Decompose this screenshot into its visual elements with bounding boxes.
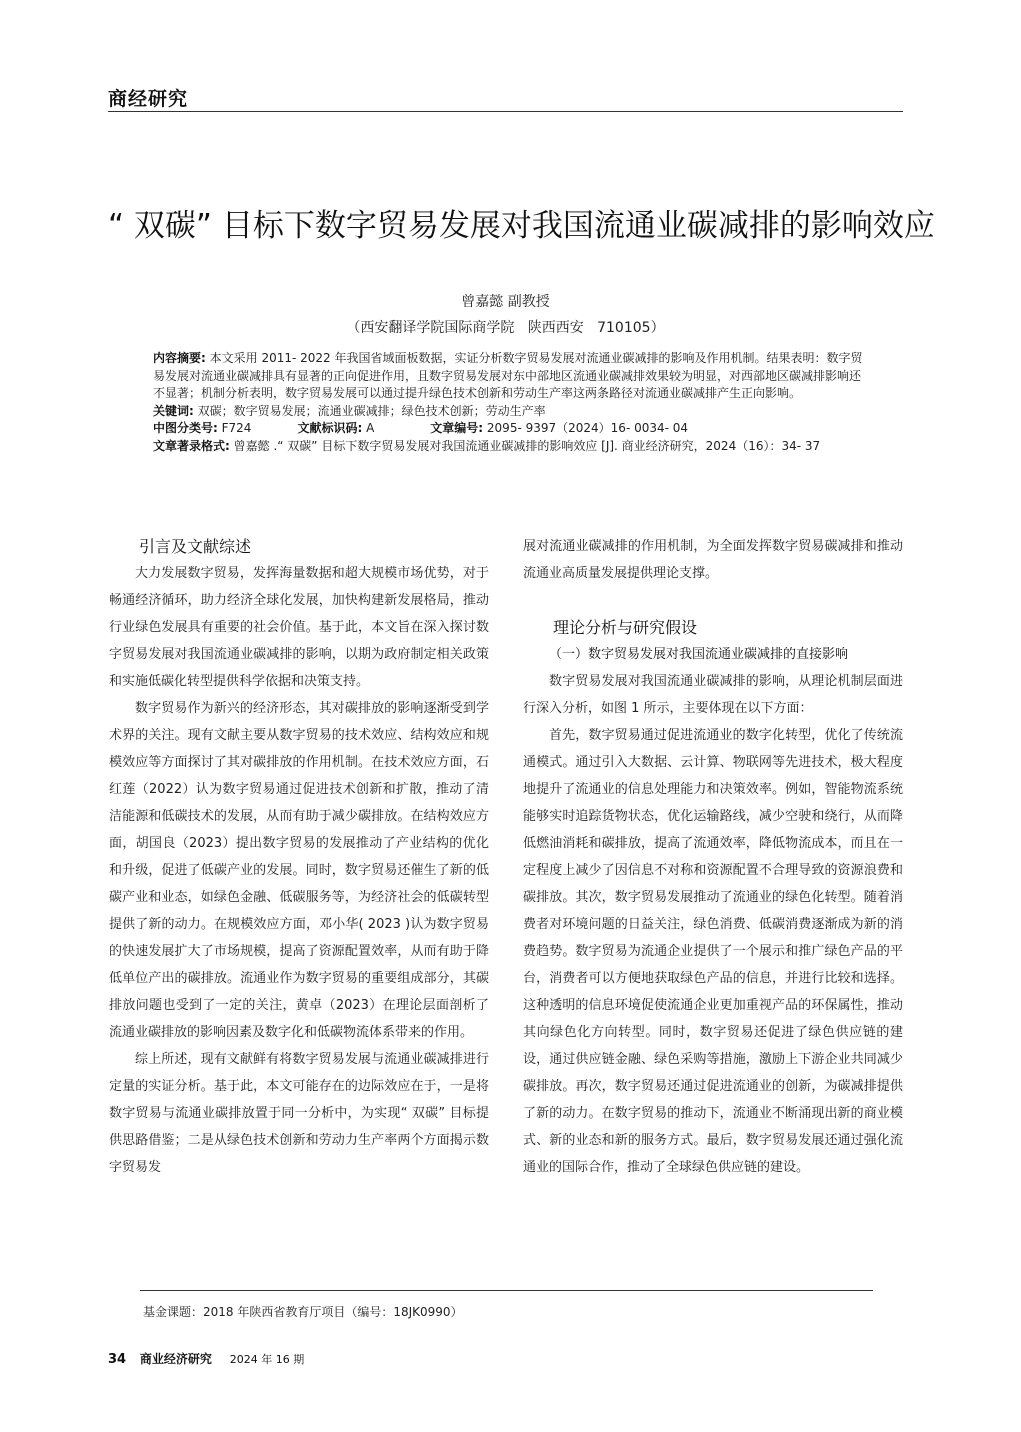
article-title: “ 双碳” 目标下数字贸易发展对我国流通业碳减排的影响效应 [108,208,935,244]
body-column-right [523,533,903,1181]
header-rule [108,111,903,112]
articleno-value: 2095- 9397（2024）16- 0034- 04 [483,421,689,435]
paragraph: 数字贸易作为新兴的经济形态，其对碳排放的影响逐渐受到学术界的关注。现有文献主要从数字贸易的技术效应、结构效应和规模效应等方面探讨了其对碳排放的作用机制。在技术效应方面，石红莲（2022）认为数字贸易通过促进技术创新和扩散，推动了清洁能源和低碳技术的发展，从而有助于减少碳排放。在结构效应方面，胡国良（2023）提出数字贸易的发展推动了产业结构的优化和升级，促进了低碳产业的发展。同时，数字贸易还催生了新的低碳产业和业态，如绿色金融、低碳服务等，为经济社会的低碳转型提供了新的动力。在规模效应方面，邓小华( 2023 )认为数字贸易的快速发展扩大了市场规模，提高了资源配置效率，从而有助于降低单位产出的碳排放。流通业作为数字贸易的重要组成部分，其碳排放问题也受到了一定的关注，黄卓（2023）在理论层面剖析了流通业碳排放的影响因素及数字化和低碳物流体系带来的作用。 [109,701,489,1040]
funding-footnote: 基金课题：2018 年陕西省教育厅项目（编号：18JK0990） [143,1305,463,1319]
author-line: 曾嘉懿 副教授 [461,294,550,310]
keywords-label: 关键词: [153,403,194,418]
article-meta [153,350,863,455]
section-heading-intro: 引言及文献综述 [139,537,252,556]
section-label: 商经研究 [108,88,189,110]
articleno-label: 文章编号: [430,421,484,435]
abstract-label: 内容摘要: [153,351,206,365]
page-number: 34 [108,1352,127,1367]
paragraph-continued: 展对流通业碳减排的作用机制，为全面发挥数字贸易碳减排和推动流通业高质量发展提供理论支撑。 [523,539,903,581]
issue-label: 2024 年 16 期 [229,1353,305,1366]
abstract [153,350,863,403]
classification-row [153,420,863,438]
keywords [153,403,863,421]
paragraph: 综上所述，现有文献鲜有将数字贸易发展与流通业碳减排进行定量的实证分析。基于此，本文可能存在的边际效应在于，一是将数字贸易与流通业碳排放置于同一分析中，为实现“ 双碳” 目标提供思路借鉴；二是从绿色技术创新和劳动力生产率两个方面揭示数字贸易发 [109,1052,489,1175]
subsection-heading: （一）数字贸易发展对我国流通业碳减排的直接影响 [549,647,849,662]
body-column-left [109,533,489,1181]
affiliation-line: （西安翻译学院国际商学院 陕西西安 710105） [346,320,665,336]
paragraph: 大力发展数字贸易，发挥海量数据和超大规模市场优势，对于畅通经济循环，助力经济全球化发展，加快构建新发展格局，推动行业绿色发展具有重要的社会价值。基于此，本文旨在深入探讨数字贸易发展对我国流通业碳减排的影响，以期为政府制定相关政策和实施低碳化转型提供科学依据和决策支持。 [109,566,489,689]
journal-name: 商业经济研究 [139,1352,212,1366]
spacer [523,587,903,614]
citation-label: 文章著录格式: [153,438,230,453]
section-heading-theory: 理论分析与研究假设 [553,618,698,637]
clc-value: F724 [217,421,252,435]
page-footer [108,1350,304,1367]
keywords-text: 双碳；数字贸易发展；流通业碳减排；绿色技术创新；劳动生产率 [193,403,546,418]
citation-text: 曾嘉懿 .“ 双碳” 目标下数字贸易发展对我国流通业碳减排的影响效应 [J]. 商业经济研究，2024（16）：34- 37 [229,438,821,453]
doccode-value: A [362,421,375,435]
citation [153,438,863,456]
abstract-text: 本文采用 2011- 2022 年我国省域面板数据，实证分析数字贸易发展对流通业碳减排的影响及作用机制。结果表明：数字贸易发展对流通业碳减排具有显著的正向促进作用，且数字贸易发展对东中部地区流通业碳减排效果较为明显，对西部地区碳减排影响还不显著；机制分析表明，数字贸易发展可以通过提升绿色技术创新和劳动生产率这两条路径对流通业碳减排产生正向影响。 [153,351,863,400]
footnote-rule [140,1290,873,1291]
doccode-label: 文献标识码: [297,421,363,435]
paragraph: 数字贸易发展对我国流通业碳减排的影响，从理论机制层面进行深入分析，如图 1 所示，主要体现在以下方面： [523,674,903,716]
paragraph: 首先，数字贸易通过促进流通业的数字化转型，优化了传统流通模式。通过引入大数据、云计算、物联网等先进技术，极大程度地提升了流通业的信息处理能力和决策效率。例如，智能物流系统能够实时追踪货物状态，优化运输路线，减少空驶和绕行，从而降低燃油消耗和碳排放，提高了流通效率，降低物流成本，而且在一定程度上减少了因信息不对称和资源配置不合理导致的资源浪费和碳排放。其次，数字贸易发展推动了流通业的绿色化转型。随着消费者对环境问题的日益关注，绿色消费、低碳消费逐渐成为新的消费趋势。数字贸易为流通企业提供了一个展示和推广绿色产品的平台，消费者可以方便地获取绿色产品的信息，并进行比较和选择。这种透明的信息环境促使流通企业更加重视产品的环保属性，推动其向绿色化方向转型。同时，数字贸易还促进了绿色供应链的建设，通过供应链金融、绿色采购等措施，激励上下游企业共同减少碳排放。再次，数字贸易还通过促进流通业的创新，为碳减排提供了新的动力。在数字贸易的推动下，流通业不断涌现出新的商业模式、新的业态和新的服务方式。最后，数字贸易发展还通过强化流通业的国际合作，推动了全球绿色供应链的建设。 [523,728,903,1175]
clc-label: 中图分类号: [153,421,218,435]
